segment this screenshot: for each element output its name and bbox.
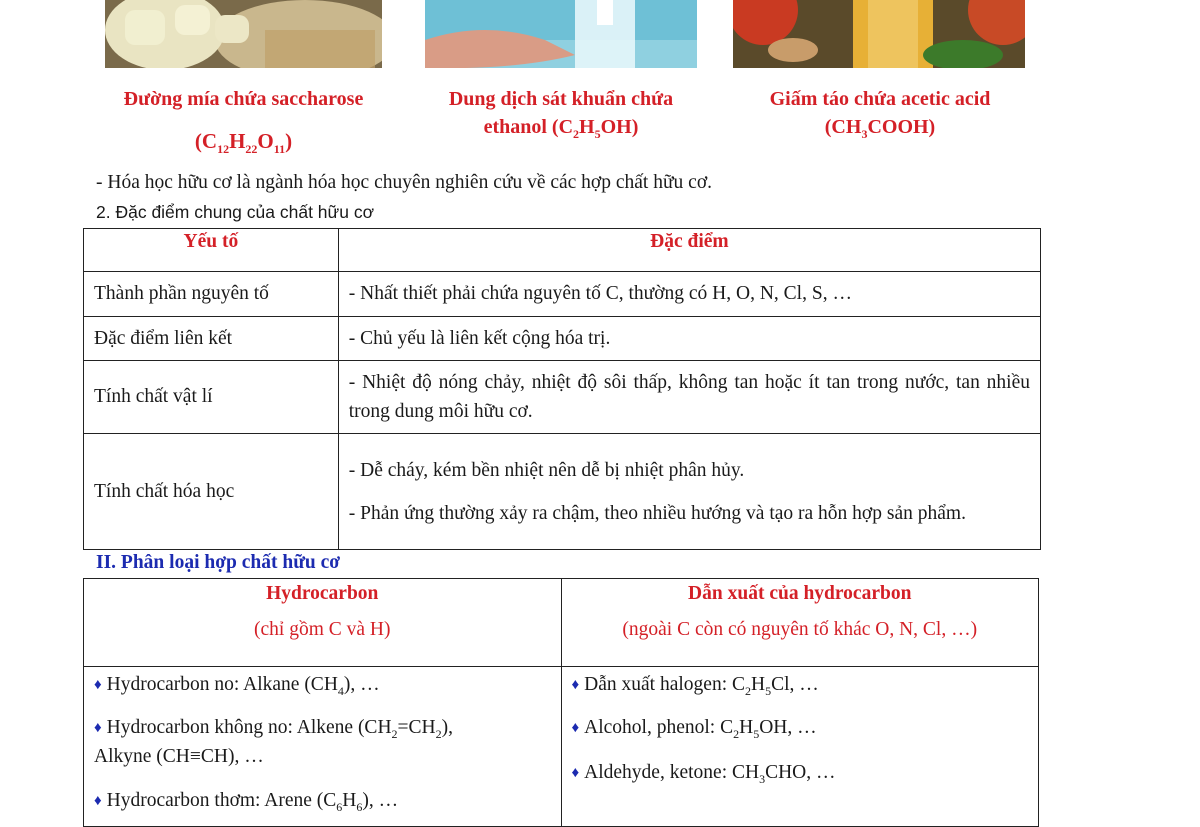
- diamond-bullet-icon: ♦: [571, 765, 580, 781]
- list-item: ♦ Hydrocarbon no: Alkane $(CH_4)$, …: [94, 674, 380, 698]
- header-derivative: [561, 579, 1039, 667]
- row-factor: Thành phần nguyên tố: [84, 272, 339, 317]
- header-feature: Đặc điểm: [338, 229, 1040, 272]
- list-item: ♦ Hydrocarbon không no: Alkene $(CH_2=CH_2)$, Alkyne (CH≡CH), …: [94, 717, 453, 767]
- caption-acid: [730, 85, 1030, 141]
- intro-paragraph: - Hóa học hữu cơ là ngành hóa học chuyên nghiên cứu về các hợp chất hữu cơ.: [96, 172, 713, 193]
- derivative-list: [561, 667, 1039, 827]
- caption-ethanol: [412, 85, 710, 141]
- diamond-bullet-icon: ♦: [571, 677, 580, 693]
- hydrocarbon-subtitle: (chỉ gồm C và H): [254, 619, 391, 640]
- table-row: [84, 667, 1039, 827]
- apple-vinegar-photo: [733, 0, 1025, 68]
- classification-table: [83, 578, 1039, 827]
- section-ii-heading: II. Phân loại hợp chất hữu cơ: [96, 552, 341, 573]
- table-header-row: [84, 579, 1039, 667]
- table-row: [84, 272, 1041, 317]
- table-row: [84, 361, 1041, 434]
- header-hydrocarbon: [84, 579, 562, 667]
- diamond-bullet-icon: ♦: [571, 720, 580, 736]
- list-item: ♦ Dẫn xuất halogen: $C_2H_5Cl$, …: [571, 674, 819, 698]
- caption-sugar: [85, 85, 402, 155]
- feature-line: - Phản ứng thường xảy ra chậm, theo nhiều hướng và tạo ra hỗn hợp sản phẩm.: [348, 502, 966, 524]
- characteristics-table: [83, 228, 1041, 550]
- table-row: [84, 434, 1041, 550]
- row-feature: - Chủ yếu là liên kết cộng hóa trị.: [338, 317, 1040, 361]
- diamond-bullet-icon: ♦: [94, 677, 102, 693]
- header-factor: Yếu tố: [84, 229, 339, 272]
- row-factor: Đặc điểm liên kết: [84, 317, 339, 361]
- derivative-subtitle: (ngoài C còn có nguyên tố khác O, N, Cl, …): [622, 619, 978, 640]
- diamond-bullet-icon: ♦: [94, 720, 102, 736]
- row-feature: [338, 434, 1040, 550]
- caption-ethanol-line2: ethanol $(C_2H_5OH)$: [483, 116, 639, 141]
- list-item: ♦ Hydrocarbon thơm: Arene $(C_6H_6)$, …: [94, 790, 399, 814]
- sugar-cane-photo: [105, 0, 382, 68]
- row-feature: - Nhiệt độ nóng chảy, nhiệt độ sôi thấp, không tan hoặc ít tan trong nước, tan nhiều trong dung môi hữu cơ.: [338, 361, 1040, 434]
- row-factor: Tính chất vật lí: [84, 361, 339, 434]
- diamond-bullet-icon: ♦: [94, 793, 102, 809]
- derivative-title: Dẫn xuất của hydrocarbon: [688, 583, 912, 604]
- list-item: ♦ Aldehyde, ketone: $CH_3CHO$, …: [571, 762, 836, 786]
- row-factor: Tính chất hóa học: [84, 434, 339, 550]
- row-feature: - Nhất thiết phải chứa nguyên tố C, thường có H, O, N, Cl, S, …: [338, 272, 1040, 317]
- caption-sugar-line1: Đường mía chứa saccharose: [123, 88, 364, 110]
- feature-line: - Dễ cháy, kém bền nhiệt nên dễ bị nhiệt phân hủy.: [348, 459, 745, 481]
- caption-acid-line1: Giấm táo chứa acetic acid: [769, 88, 991, 110]
- hydrocarbon-list: [84, 667, 562, 827]
- hydrocarbon-title: Hydrocarbon: [266, 583, 379, 604]
- table-header-row: [84, 229, 1041, 272]
- hand-sanitizer-photo: [425, 0, 697, 68]
- section-2-heading: 2. Đặc điểm chung của chất hữu cơ: [96, 202, 375, 222]
- caption-acid-line2: $(CH_3COOH)$: [824, 116, 936, 141]
- list-item: ♦ Alcohol, phenol: $C_2H_5OH$, …: [571, 717, 817, 741]
- caption-ethanol-line1: Dung dịch sát khuẩn chứa: [448, 88, 674, 110]
- table-row: [84, 317, 1041, 361]
- caption-sugar-formula: $(C_{12}H_{22}O_{11})$: [194, 129, 293, 157]
